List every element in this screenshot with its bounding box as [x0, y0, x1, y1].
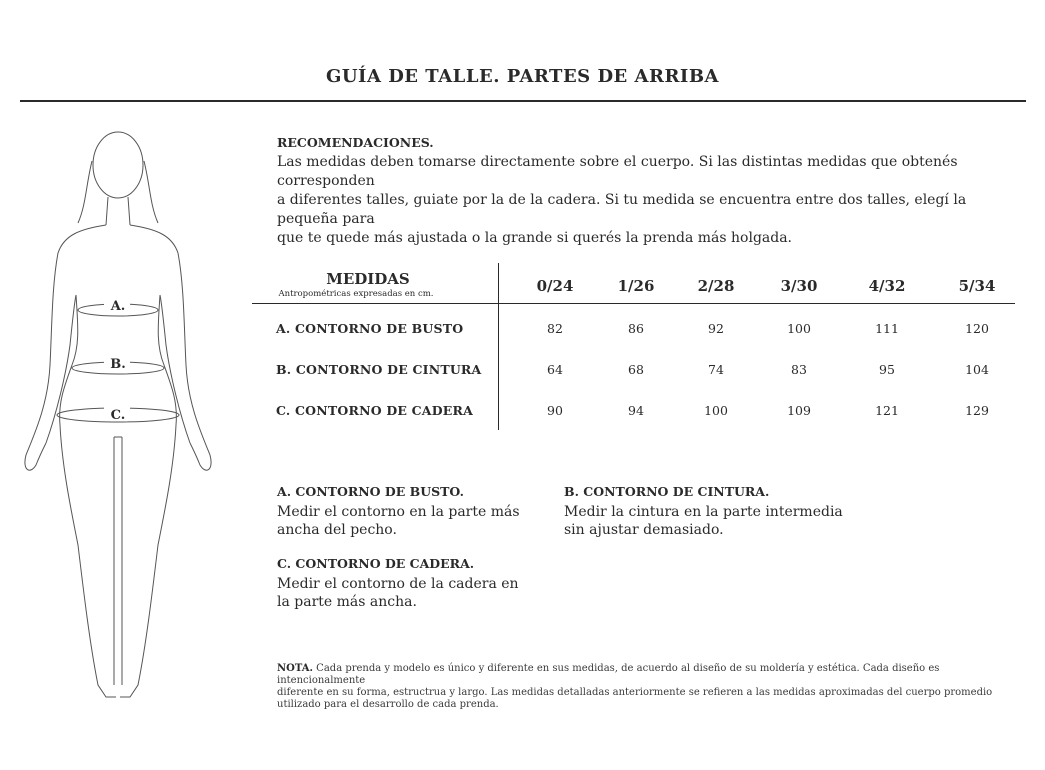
definition-cadera	[277, 556, 537, 611]
definition-line: Medir la cintura en la parte intermedia	[564, 504, 843, 520]
recommendations-heading: RECOMENDACIONES.	[277, 135, 434, 150]
definition-heading: A. CONTORNO DE BUSTO.	[277, 484, 464, 499]
table-header-subtitle: Antropométricas expresadas en cm.	[278, 289, 434, 299]
recommendations-line: Las medidas deben tomarse directamente sobre el cuerpo. Si las distintas medidas que obtenés corresponden	[277, 154, 958, 189]
table-cell: 95	[879, 362, 895, 377]
recommendations-section	[277, 135, 1027, 248]
definition-line: la parte más ancha.	[277, 594, 417, 610]
table-cell: 83	[791, 362, 807, 377]
figure-label-a: A.	[110, 299, 126, 314]
definition-line: sin ajustar demasiado.	[564, 522, 724, 538]
footnote-line: diferente en su forma, estructrua y largo. Las medidas detalladas anteriormente se refieren a las medidas aproximadas del cuerpo promedio	[277, 687, 993, 698]
definition-heading: B. CONTORNO DE CINTURA.	[564, 484, 770, 499]
table-cell: 86	[628, 321, 644, 336]
table-cell: 100	[704, 403, 728, 418]
size-header-3-30: 3/30	[780, 277, 818, 295]
size-header-5-34: 5/34	[958, 277, 996, 295]
row-label-busto: A. CONTORNO DE BUSTO	[276, 321, 464, 336]
figure-label-b: B.	[110, 357, 126, 372]
size-header-1-26: 1/26	[617, 277, 655, 295]
table-cell: 64	[547, 362, 563, 377]
recommendations-line: a diferentes talles, guiate por la de la cadera. Si tu medida se encuentra entre dos talles, elegí la pequeña para	[277, 192, 967, 227]
size-header-2-28: 2/28	[697, 277, 735, 295]
table-vertical-divider	[498, 263, 499, 430]
table-cell: 100	[787, 321, 811, 336]
page-title: GUÍA DE TALLE. PARTES DE ARRIBA	[325, 66, 720, 87]
size-header-0-24: 0/24	[536, 277, 574, 295]
footnote-label: NOTA.	[277, 663, 313, 674]
recommendations-line: que te quede más ajustada o la grande si querés la prenda más holgada.	[277, 230, 793, 246]
definition-line: Medir el contorno en la parte más	[277, 504, 520, 520]
table-cell: 90	[547, 403, 563, 418]
row-label-cadera: C. CONTORNO DE CADERA	[276, 403, 473, 418]
table-cell: 111	[875, 321, 899, 336]
definition-heading: C. CONTORNO DE CADERA.	[277, 556, 475, 571]
table-cell: 74	[708, 362, 724, 377]
table-cell: 121	[875, 403, 899, 418]
table-header-title: MEDIDAS	[326, 270, 410, 288]
table-cell: 94	[628, 403, 644, 418]
table-cell: 82	[547, 321, 563, 336]
size-header-4-32: 4/32	[868, 277, 906, 295]
definition-cintura	[564, 484, 864, 539]
definition-line: Medir el contorno de la cadera en	[277, 576, 519, 592]
table-header-divider	[252, 303, 1015, 304]
body-figure-illustration	[20, 125, 220, 710]
table-cell: 104	[965, 362, 989, 377]
table-cell: 109	[787, 403, 811, 418]
table-cell: 68	[628, 362, 644, 377]
row-label-cintura: B. CONTORNO DE CINTURA	[276, 362, 482, 377]
definition-line: ancha del pecho.	[277, 522, 397, 538]
title-divider	[20, 100, 1026, 102]
table-cell: 120	[965, 321, 989, 336]
table-cell: 92	[708, 321, 724, 336]
footnote-line: utilizado para el desarrollo de cada prenda.	[277, 699, 499, 710]
definition-busto	[277, 484, 537, 539]
footnote-line: Cada prenda y modelo es único y diferente en sus medidas, de acuerdo al diseño de su moldería y estética. Cada diseño es intencionalmente	[277, 663, 940, 686]
figure-label-c: C.	[110, 408, 126, 423]
table-cell: 129	[965, 403, 989, 418]
footnote	[277, 663, 1017, 711]
